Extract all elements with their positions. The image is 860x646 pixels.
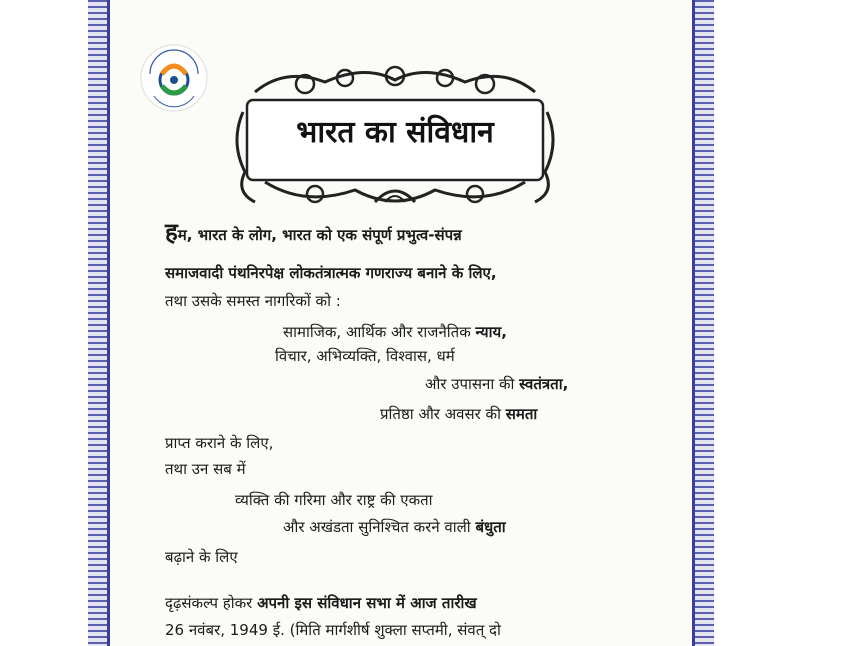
preamble-line-3: तथा उसके समस्त नागरिकों को : [165,292,341,310]
preamble-line-11: और अखंडता सुनिश्चित करने वाली बंधुता [283,518,506,536]
preamble-line-7: प्रतिष्ठा और अवसर की समता [380,405,538,423]
left-decorative-border [88,0,110,646]
preamble-line-10: व्यक्ति की गरिमा और राष्ट्र की एकता [235,491,433,509]
preamble-line-9: तथा उन सब में [165,460,246,478]
preamble-line-14: 26 नवंबर, 1949 ई. (मिति मार्गशीर्ष शुक्ला सप्तमी, संवत् दो [165,621,501,639]
preamble-line-5: विचार, अभिव्यक्ति, विश्वास, धर्म [275,347,455,365]
preamble-line-12: बढ़ाने के लिए [165,548,238,566]
constitution-title: भारत का संविधान [296,115,494,150]
ek-bharat-logo [140,44,208,112]
drop-cap: ह [165,217,178,246]
preamble-line-8: प्राप्त कराने के लिए, [165,434,274,452]
preamble-line-6: और उपासना की स्वतंत्रता, [425,375,569,393]
preamble-line-13: दृढ़संकल्प होकर अपनी इस संविधान सभा में आज तारीख [165,594,477,612]
preamble-line-1: हम, भारत के लोग, भारत को एक संपूर्ण प्रभुत्व-संपन्न [165,217,462,246]
preamble-line-4: सामाजिक, आर्थिक और राजनैतिक न्याय, [283,323,507,341]
right-decorative-border [692,0,714,646]
preamble-line-2: समाजवादी पंथनिरपेक्ष लोकतंत्रात्मक गणराज्य बनाने के लिए, [165,264,497,282]
